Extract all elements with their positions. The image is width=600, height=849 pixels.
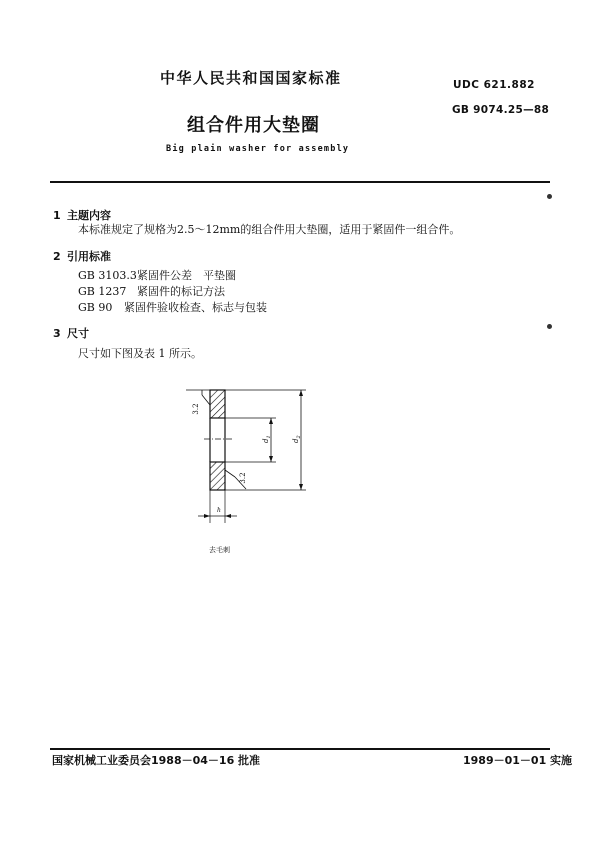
- reference-description: 紧固件的标记方法: [137, 285, 225, 298]
- section-number: 1: [53, 209, 61, 222]
- roughness-label-top: 3.2: [192, 403, 200, 415]
- approval-note: 国家机械工业委员会1988－04－16 批准: [52, 754, 261, 767]
- washer-cross-section-drawing: [180, 385, 320, 535]
- roughness-label-bottom: 3.2: [239, 472, 247, 484]
- section-3-paragraph: 尺寸如下图及表 1 所示。: [78, 347, 202, 360]
- section-heading-3: [53, 325, 89, 341]
- section-title: 主题内容: [67, 209, 111, 222]
- section-number: 2: [53, 250, 61, 263]
- punch-mark: [547, 324, 552, 329]
- section-title: 尺寸: [67, 327, 89, 340]
- reference-description: 紧固件验收检查、标志与包装: [124, 301, 267, 314]
- d1-label: $d_1$: [262, 435, 272, 443]
- washer-section-bottom: [210, 462, 225, 490]
- document-title: 组合件用大垫圈: [187, 115, 320, 136]
- section-1-paragraph: 本标准规定了规格为2.5～12mm的组合件用大垫圈，适用于紧固件一组合件。: [78, 223, 461, 236]
- standard-organization: 中华人民共和国国家标准: [160, 69, 342, 87]
- punch-mark: [547, 194, 552, 199]
- header-divider: [50, 181, 550, 183]
- roughness-symbol-top: [202, 395, 210, 405]
- section-title: 引用标准: [67, 250, 111, 263]
- washer-section-top: [210, 390, 225, 418]
- roughness-symbol-bottom: [225, 470, 235, 477]
- drawing-caption: 去毛刺: [209, 546, 230, 554]
- reference-item: [78, 283, 225, 299]
- implementation-date: 1989－01－01 实施: [463, 754, 573, 767]
- gb-standard-code: GB 9074.25—88: [452, 104, 550, 116]
- document-title-english: Big plain washer for assembly: [166, 144, 350, 154]
- reference-item: [78, 299, 267, 315]
- reference-code: GB 90: [78, 301, 113, 314]
- reference-description: 紧固件公差 平垫圈: [137, 269, 236, 282]
- reference-code: GB 3103.3: [78, 269, 137, 282]
- udc-code: UDC 621.882: [453, 79, 535, 91]
- h-label: h: [217, 507, 221, 514]
- d2-label: $d_2$: [292, 435, 302, 443]
- reference-code: GB 1237: [78, 285, 127, 298]
- section-heading-2: [53, 248, 111, 264]
- footer-divider: [50, 748, 550, 750]
- reference-item: [78, 267, 236, 283]
- section-number: 3: [53, 327, 61, 340]
